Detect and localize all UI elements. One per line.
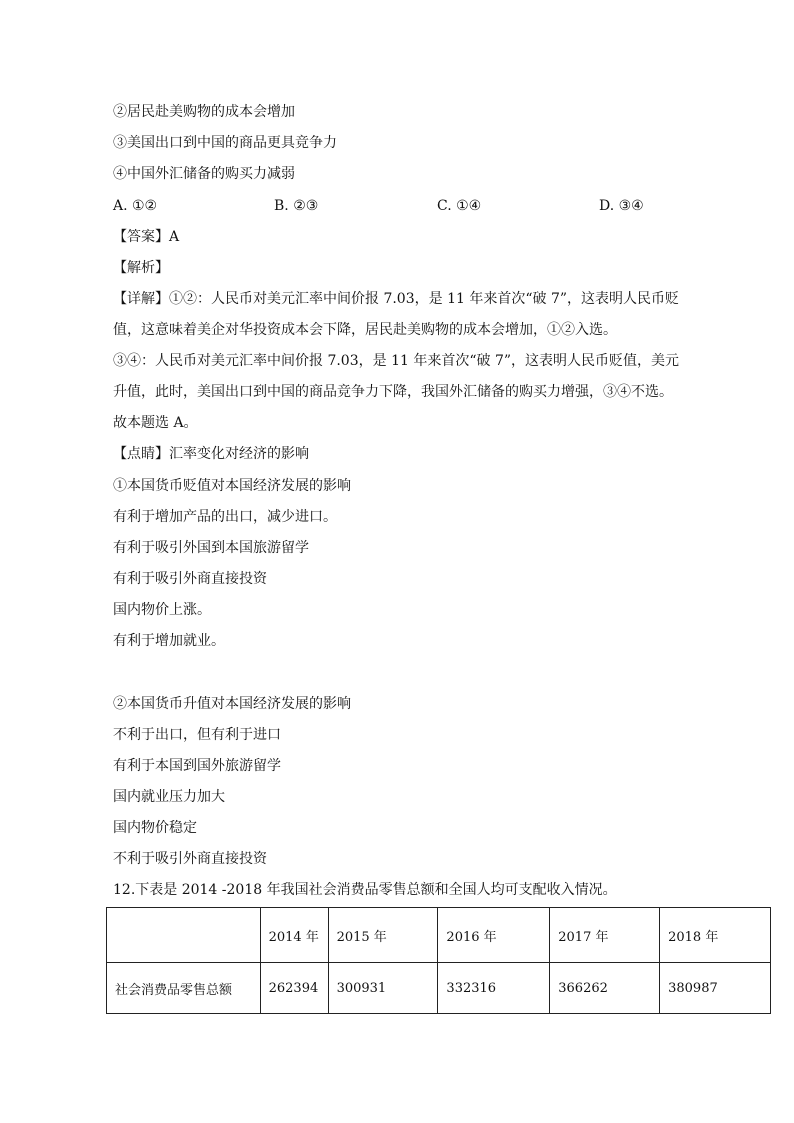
table-row-label: 社会消费品零售总额 <box>107 963 261 1014</box>
table-row <box>107 963 771 1014</box>
conclusion-line: 故本题选 A。 <box>113 415 198 431</box>
table-cell: 300931 <box>328 963 438 1014</box>
depreciation-point: 有利于吸引外商直接投资 <box>113 571 267 587</box>
option-statement-3: ③美国出口到中国的商品更具竞争力 <box>113 135 337 151</box>
table-header-cell: 2018 年 <box>660 908 771 963</box>
table-header-cell: 2017 年 <box>550 908 660 963</box>
table-header-cell <box>107 908 261 963</box>
depreciation-point: 有利于吸引外国到本国旅游留学 <box>113 540 309 556</box>
table-cell: 262394 <box>260 963 328 1014</box>
depreciation-point: 有利于增加就业。 <box>113 633 225 649</box>
table-cell: 366262 <box>550 963 660 1014</box>
table-header-row <box>107 908 771 963</box>
table-header-cell: 2014 年 <box>260 908 328 963</box>
detail-line-2: 值，这意味着美企对华投资成本会下降，居民赴美购物的成本会增加，①②入选。 <box>113 322 617 338</box>
table-cell: 332316 <box>438 963 550 1014</box>
depreciation-heading: ①本国货币贬值对本国经济发展的影响 <box>113 478 351 494</box>
tip-line: 【点睛】汇率变化对经济的影响 <box>113 446 309 462</box>
question-12-stem: 12.下表是 2014 -2018 年我国社会消费品零售总额和全国人均可支配收入情况。 <box>113 882 617 898</box>
choice-d: D. ③④ <box>599 198 644 214</box>
appreciation-heading: ②本国货币升值对本国经济发展的影响 <box>113 696 351 712</box>
appreciation-point: 不利于出口，但有利于进口 <box>113 727 281 743</box>
table-cell: 380987 <box>660 963 771 1014</box>
depreciation-point: 国内物价上涨。 <box>113 602 211 618</box>
table-header-cell: 2015 年 <box>328 908 438 963</box>
choice-c: C. ①④ <box>437 198 482 214</box>
table-header-cell: 2016 年 <box>438 908 550 963</box>
detail-line-1: 【详解】①②：人民币对美元汇率中间价报 7.03，是 11 年来首次“破 7”，这表明人民币贬 <box>113 291 680 307</box>
choice-a: A. ①② <box>113 198 158 214</box>
detail-line-3: ③④：人民币对美元汇率中间价报 7.03，是 11 年来首次“破 7”，这表明人民币贬值，美元 <box>113 353 680 369</box>
retail-sales-table <box>106 907 771 1014</box>
detail-line-4: 升值，此时，美国出口到中国的商品竞争力下降，我国外汇储备的购买力增强，③④不选。 <box>113 384 673 400</box>
option-statement-4: ④中国外汇储备的购买力减弱 <box>113 166 295 182</box>
appreciation-point: 有利于本国到国外旅游留学 <box>113 758 281 774</box>
option-statement-2: ②居民赴美购物的成本会增加 <box>113 104 295 120</box>
appreciation-point: 不利于吸引外商直接投资 <box>113 851 267 867</box>
analysis-heading: 【解析】 <box>113 260 169 276</box>
answer-line: 【答案】A <box>113 229 180 245</box>
depreciation-point: 有利于增加产品的出口，减少进口。 <box>113 509 337 525</box>
appreciation-point: 国内物价稳定 <box>113 820 197 836</box>
choice-b: B. ②③ <box>274 198 319 214</box>
appreciation-point: 国内就业压力加大 <box>113 789 225 805</box>
